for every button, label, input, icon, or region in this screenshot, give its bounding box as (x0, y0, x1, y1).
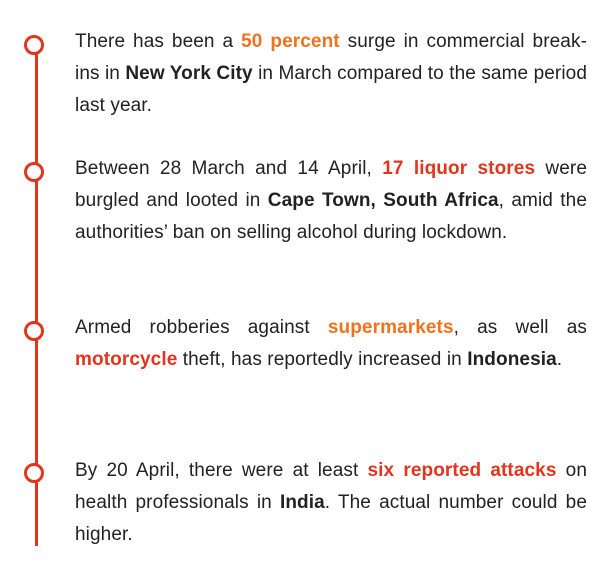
timeline-entry-4 (75, 455, 587, 551)
entry-text: on health professionals in (75, 460, 587, 513)
highlight-term: motorcycle (75, 349, 178, 370)
entry-text: . (556, 349, 563, 370)
timeline-entry-2 (75, 153, 587, 249)
entry-text: Armed robberies against (75, 317, 328, 338)
entry-text: in March compared to the same period last year. (75, 63, 587, 116)
location-name: New York City (125, 63, 253, 84)
timeline-node-3 (24, 321, 44, 341)
entry-text: There has been a (75, 31, 242, 52)
location-name: India (279, 492, 325, 513)
location-name: Indonesia (467, 349, 557, 370)
entry-text: , as well as (453, 317, 587, 338)
timeline-node-1 (24, 35, 44, 55)
highlight-stat: six reported attacks (367, 460, 557, 481)
entry-text: theft, has reportedly increased in (177, 349, 468, 370)
entry-text: . The actual number could be higher. (75, 492, 587, 545)
timeline-node-2 (24, 162, 44, 182)
timeline-node-4 (24, 463, 44, 483)
location-name: Cape Town, South Africa (267, 190, 499, 211)
highlight-stat: 17 liquor stores (382, 158, 536, 179)
entry-text: surge in commercial break-ins in (75, 31, 587, 84)
timeline-entry-1 (75, 26, 587, 122)
highlight-stat: 50 percent (241, 31, 340, 52)
entry-text: By 20 April, there were at least (75, 460, 368, 481)
entry-text: , amid the authorities’ ban on selling alcohol during lockdown. (75, 190, 587, 243)
timeline-entry-3 (75, 312, 587, 376)
entry-text: were burgled and looted in (75, 158, 587, 211)
entry-text: Between 28 March and 14 April, (75, 158, 383, 179)
highlight-term: supermarkets (327, 317, 454, 338)
